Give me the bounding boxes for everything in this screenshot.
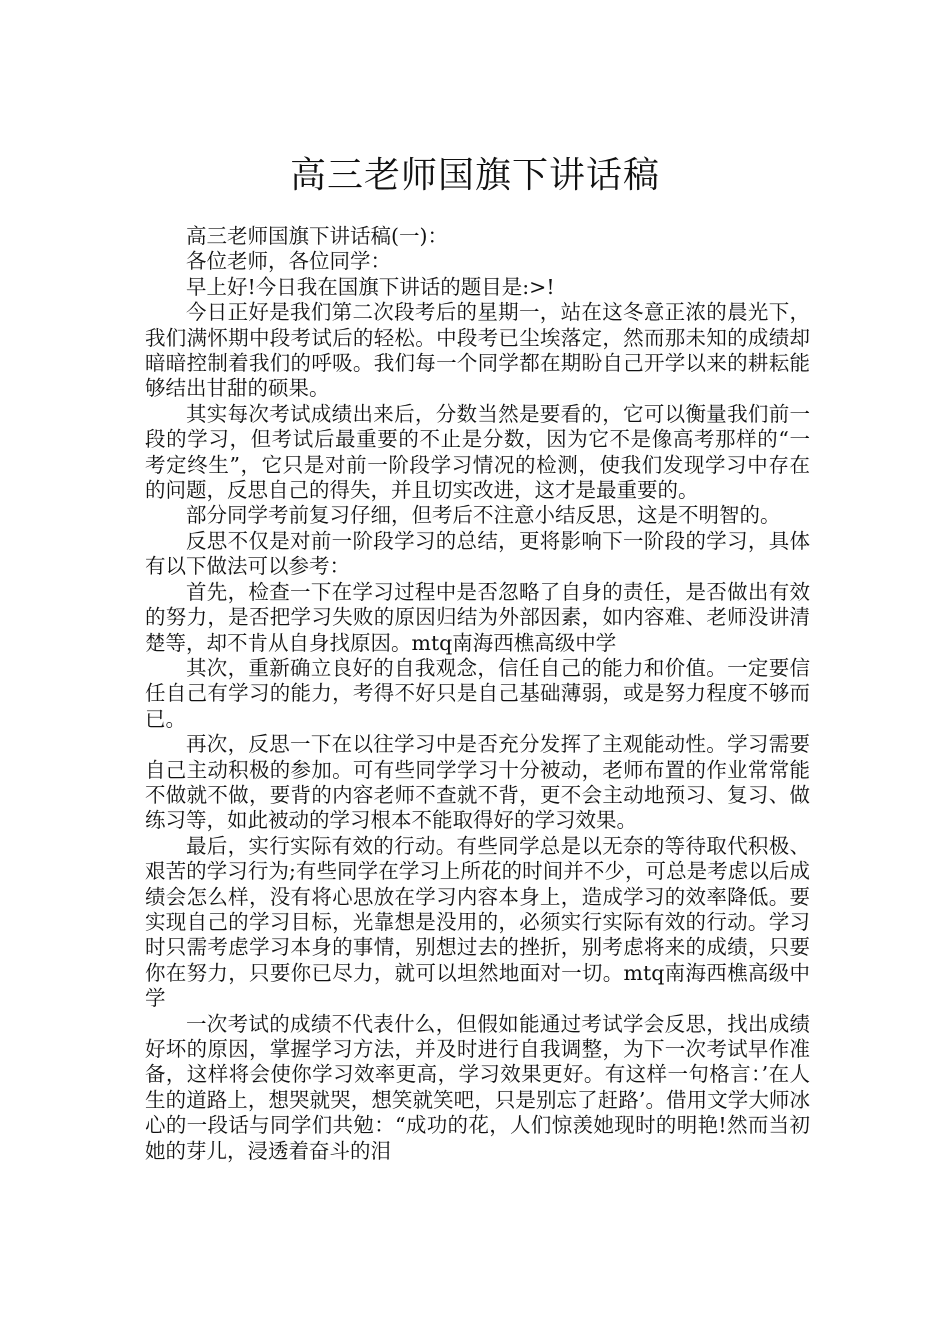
paragraph: 再次，反思一下在以往学习中是否充分发挥了主观能动性。学习需要自己主动积极的参加。可有些同学学习十分被动，老师布置的作业常常能不做就不做，要背的内容老师不查就不背，更不会主动地预习、复习、做练习等，如此被动的学习根本不能取得好的学习效果。 — [145, 732, 810, 833]
paragraph: 首先，检查一下在学习过程中是否忽略了自身的责任，是否做出有效的努力，是否把学习失败的原因归结为外部因素，如内容难、老师没讲清楚等，却不肯从自身找原因。mtq南海西樵高级中学 — [145, 579, 810, 655]
paragraph: 反思不仅是对前一阶段学习的总结，更将影响下一阶段的学习，具体有以下做法可以参考： — [145, 528, 810, 579]
paragraph: 今日正好是我们第二次段考后的星期一，站在这冬意正浓的晨光下，我们满怀期中段考试后的轻松。中段考已尘埃落定，然而那未知的成绩却暗暗控制着我们的呼吸。我们每一个同学都在期盼自己开学以来的耕耘能够结出甘甜的硕果。 — [145, 300, 810, 401]
paragraph: 其次，重新确立良好的自我观念，信任自己的能力和价值。一定要信任自己有学习的能力，考得不好只是自己基础薄弱，或是努力程度不够而已。 — [145, 655, 810, 731]
paragraph: 部分同学考前复习仔细，但考后不注意小结反思，这是不明智的。 — [186, 503, 781, 528]
document-title: 高三老师国旗下讲话稿 — [289, 155, 660, 197]
paragraph: 早上好!今日我在国旗下讲话的题目是:>! — [186, 274, 555, 299]
paragraph: 一次考试的成绩不代表什么，但假如能通过考试学会反思，找出成绩好坏的原因，掌握学习方法，并及时进行自我调整，为下一次考试早作准备，这样将会使你学习效率更高，学习效果更好。有这样一句格言：’在人生的道路上，想哭就哭，想笑就笑吧，只是别忘了赶路’。借用文学大师冰心的一段话与同学们共勉：“成功的花，人们惊羡她现时的明艳!然而当初她的芽儿，浸透着奋斗的泪 — [145, 1011, 810, 1163]
paragraph: 最后，实行实际有效的行动。有些同学总是以无奈的等待取代积极、艰苦的学习行为;有些同学在学习上所花的时间并不少，可总是考虑以后成绩会怎么样，没有将心思放在学习内容本身上，造成学习的效率降低。要实现自己的学习目标，光靠想是没用的，必须实行实际有效的行动。学习时只需考虑学习本身的事情，别想过去的挫折，别考虑将来的成绩，只要你在努力，只要你已尽力，就可以坦然地面对一切。mtq南海西樵高级中学 — [145, 833, 810, 1011]
document-body — [145, 224, 810, 1164]
paragraph: 高三老师国旗下讲话稿(一)： — [186, 224, 448, 248]
paragraph: 各位老师，各位同学： — [186, 249, 391, 274]
paragraph: 其实每次考试成绩出来后，分数当然是要看的，它可以衡量我们前一段的学习，但考试后最重要的不止是分数，因为它不是像高考那样的“一考定终生”，它只是对前一阶段学习情况的检测，使我们发现学习中存在的问题，反思自己的得失，并且切实改进，这才是最重要的。 — [145, 401, 810, 503]
